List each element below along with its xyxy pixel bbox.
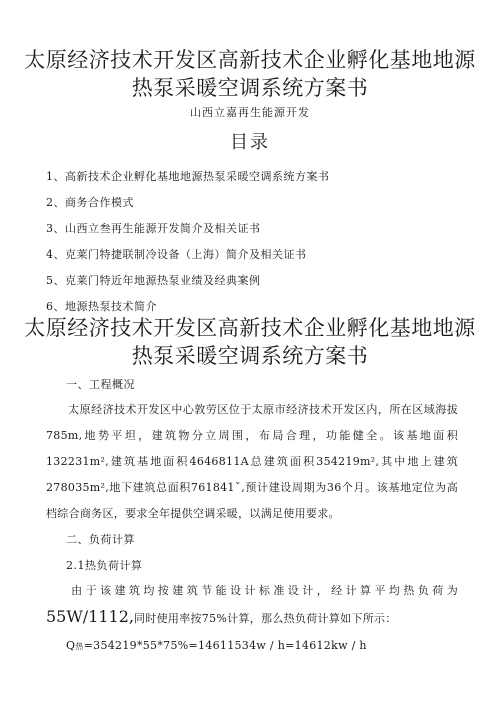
paragraph-text: 由于该建筑均按建筑节能设计标准设计，经计算平均热负荷为: [68, 584, 458, 597]
toc-item: 2、商务合作模式: [46, 196, 134, 209]
section-title: [10, 314, 490, 370]
toc-item: 6、地源热泵技术简介: [46, 300, 157, 313]
heading-heat-load: 2.1热负荷计算: [66, 559, 143, 572]
title-line-2: 热泵采暖空调系统方案书: [131, 76, 369, 100]
toc-item: 5、克莱门特近年地源热泵业绩及经典案例: [46, 274, 261, 287]
section-title-line-1: 太原经济技术开发区高新技术企业孵化基地地源: [24, 316, 476, 340]
paragraph-heat-load: [46, 578, 458, 632]
heat-load-formula: Q热=354219*55*75%=14611534w / h=14612kw / h: [66, 639, 367, 652]
heading-project-overview: 一、工程概况: [66, 378, 135, 391]
title-line-1: 太原经济技术开发区高新技术企业孵化基地地源: [24, 48, 476, 72]
toc-item: 4、克莱门特捷联制冷设备（上海）简介及相关证书: [46, 248, 307, 261]
toc-item: 1、高新技术企业孵化基地地源热泵采暖空调系统方案书: [46, 170, 330, 183]
paragraph-project-overview: [46, 397, 458, 527]
heading-load-calculation: 二、负荷计算: [66, 533, 135, 546]
document-title: [10, 46, 490, 102]
paragraph-text: 太原经济技术开发区中心敦劳区位于太原市经济技术开发区内，所在区域海拔785m,地势平坦，建筑物分立周围，布局合理，功能健全。该基地面积132231m²,建筑基地面积4646811A总建筑面积354219m²,其中地上建筑278035m²,地下建筑总面积761841ˇ,预计建设周期为36个月。该基地定位为高档综合商务区，要求全年提供空调采暖，以满足使用要求。: [46, 403, 458, 520]
toc-item: 3、山西立叁再生能源开发简介及相关证书: [46, 222, 261, 235]
section-title-line-2: 热泵采暖空调系统方案书: [131, 344, 369, 368]
heat-load-value: 55W/1112,: [46, 607, 134, 626]
toc-heading: 目录: [230, 132, 270, 153]
company-name: 山西立嘉再生能源开发: [190, 106, 310, 119]
paragraph-text: 同时使用率按75%计算，那么热负荷计算如下所示：: [134, 612, 397, 625]
table-of-contents: [46, 164, 466, 320]
